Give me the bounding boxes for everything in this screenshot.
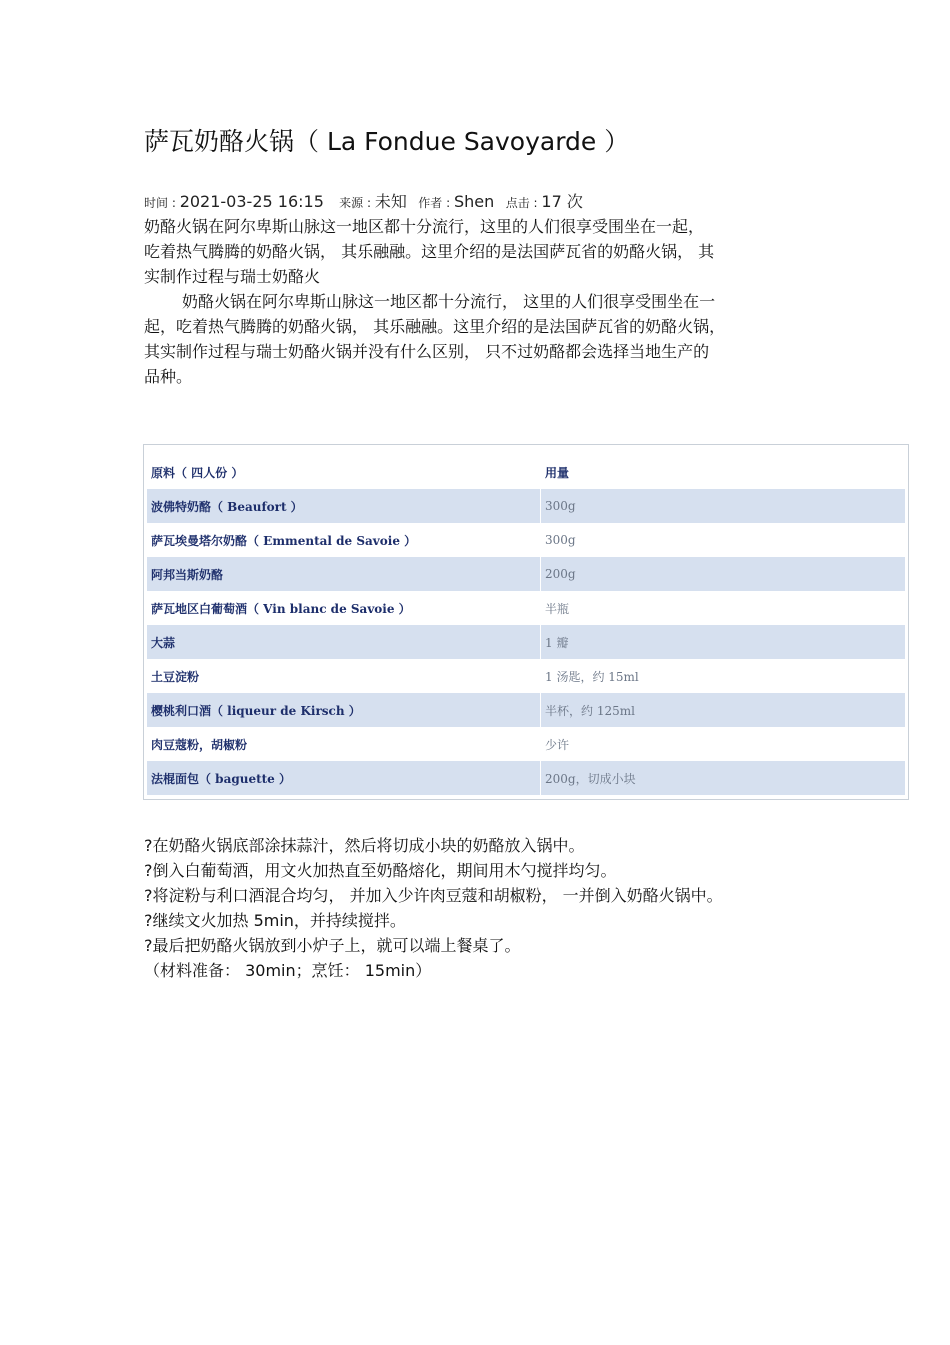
body-line-wrap [144, 289, 814, 314]
ingredient-amount: 200g，切成小块 [541, 761, 906, 795]
source-label: 来源 : [339, 196, 375, 210]
ingredient-name: 法棍面包（ baguette ） [147, 761, 541, 795]
table-row [147, 727, 905, 761]
step-item: ?继续文火加热 5min，并持续搅拌。 [144, 911, 406, 930]
author-label: 作者 : [418, 196, 454, 210]
ingredient-name: 萨瓦埃曼塔尔奶酪（ Emmental de Savoie ） [151, 533, 417, 548]
clicks-value: 17 次 [541, 192, 583, 211]
ingredient-amount: 1 瓣 [541, 625, 906, 659]
header-amount: 用量 [541, 455, 906, 489]
ingredient-name: 萨瓦地区白葡萄酒（ Vin blanc de Savoie ） [151, 601, 411, 616]
ingredient-name: 土豆淀粉 [151, 669, 200, 684]
table-row [147, 693, 905, 727]
ingredient-amount: 半杯，约 125ml [541, 693, 906, 727]
step-item: ?倒入白葡萄酒，用文火加热直至奶酪熔化，期间用木勺搅拌均匀。 [144, 861, 617, 880]
timing-note: （材料准备： 30min；烹饪： 15min） [144, 961, 432, 980]
body-paragraph [144, 289, 814, 389]
ingredients-table-image [143, 444, 909, 800]
ingredient-name: 樱桃利口酒（ liqueur de Kirsch ） [147, 693, 541, 727]
intro-line: 奶酪火锅在阿尔卑斯山脉这一地区都十分流行，这里的人们很享受围坐在一起， [144, 217, 705, 236]
source-value: 未知 [374, 192, 407, 211]
table-row [147, 591, 905, 625]
table-row [147, 625, 905, 659]
body-line: 品种。 [144, 367, 193, 386]
article-title: 萨瓦奶酪火锅（ La Fondue Savoyarde ） [144, 127, 630, 156]
time-label: 时间 : [144, 196, 180, 210]
ingredient-amount: 少许 [541, 727, 906, 761]
ingredient-name: 波佛特奶酪（ Beaufort ） [147, 489, 541, 523]
body-line: 起，吃着热气腾腾的奶酪火锅， 其乐融融。这里介绍的是法国萨瓦省的奶酪火锅， [144, 317, 726, 336]
intro-paragraph [144, 214, 814, 289]
intro-line: 实制作过程与瑞士奶酪火 [144, 267, 321, 286]
intro-line: 吃着热气腾腾的奶酪火锅， 其乐融融。这里介绍的是法国萨瓦省的奶酪火锅， 其 [144, 242, 715, 261]
clicks-label: 点击 : [505, 196, 542, 210]
table-row [147, 659, 905, 693]
ingredient-name: 阿邦当斯奶酪 [147, 557, 541, 591]
table-row [147, 523, 905, 557]
body-line: 其实制作过程与瑞士奶酪火锅并没有什么区别， 只不过奶酪都会选择当地生产的 [144, 342, 710, 361]
ingredient-amount: 1 汤匙，约 15ml [541, 659, 906, 693]
ingredients-table [147, 455, 905, 795]
time-value: 2021-03-25 16:15 [179, 192, 324, 211]
steps-list [144, 833, 723, 983]
step-item: ?最后把奶酪火锅放到小炉子上，就可以端上餐桌了。 [144, 936, 521, 955]
ingredient-name: 肉豆蔻粉，胡椒粉 [151, 737, 248, 752]
ingredient-amount: 300g [541, 489, 906, 523]
table-row [147, 761, 905, 795]
table-header-row [147, 455, 905, 489]
header-ingredient: 原料（ 四人份 ） [151, 465, 244, 480]
step-item: ?将淀粉与利口酒混合均匀， 并加入少许肉豆蔻和胡椒粉， 一并倒入奶酪火锅中。 [144, 886, 723, 905]
ingredient-name: 大蒜 [147, 625, 541, 659]
ingredient-amount: 300g [541, 523, 906, 557]
table-row [147, 489, 905, 523]
ingredient-amount: 200g [541, 557, 906, 591]
body-line: 奶酪火锅在阿尔卑斯山脉这一地区都十分流行， 这里的人们很享受围坐在一 [182, 292, 716, 311]
article-meta [144, 191, 583, 214]
table-row [147, 557, 905, 591]
step-item: ?在奶酪火锅底部涂抹蒜汁，然后将切成小块的奶酪放入锅中。 [144, 836, 585, 855]
ingredient-amount: 半瓶 [541, 591, 906, 625]
author-value: Shen [453, 192, 495, 211]
